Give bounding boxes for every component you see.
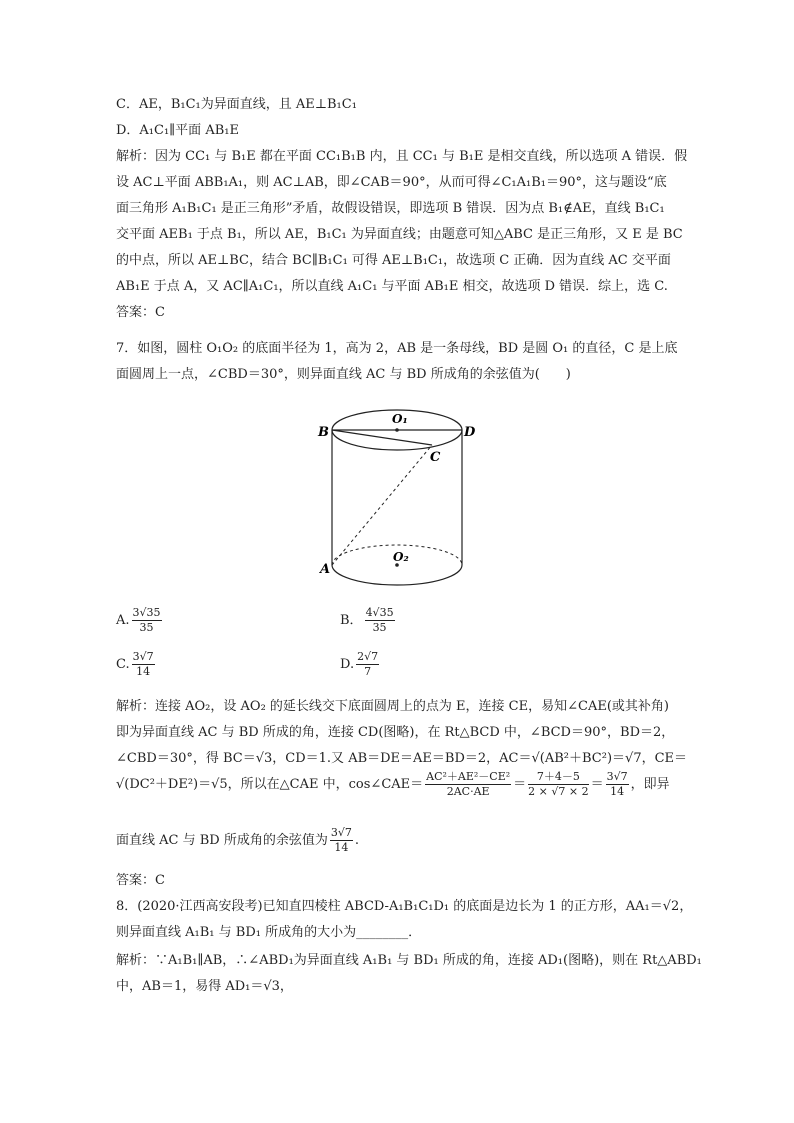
choice-d-fraction bbox=[356, 650, 379, 679]
formula-fraction-3-numerator: 3√7 bbox=[606, 770, 628, 783]
conclusion-fraction bbox=[330, 826, 353, 855]
line-2: D．A₁C₁∥平面 AB₁E bbox=[116, 123, 239, 138]
formula-fraction-3-denominator: 14 bbox=[610, 785, 625, 798]
choice-a-fraction bbox=[132, 606, 162, 635]
formula-fraction-2-denominator: 2 × √7 × 2 bbox=[528, 785, 589, 798]
choice-b-numerator: 4√35 bbox=[365, 606, 394, 619]
label-d: D bbox=[464, 425, 476, 440]
choice-a-denominator: 35 bbox=[139, 621, 154, 634]
choice-c-denominator: 14 bbox=[136, 665, 151, 678]
question-7-line-2: 面圆周上一点，∠CBD＝30°，则异面直线 AC 与 BD 所成角的余弦值为( ) bbox=[116, 367, 571, 382]
solution-7-conclusion bbox=[116, 826, 359, 855]
conclusion-period: . bbox=[354, 833, 359, 848]
segment-ac bbox=[332, 445, 432, 565]
choice-c-label: C. bbox=[116, 657, 130, 672]
formula-prefix: √(DC²＋DE²)＝√5，所以在△CAE 中，cos∠CAE＝ bbox=[116, 777, 424, 792]
line-5: 面三角形 A₁B₁C₁ 是正三角形”矛盾，故假设错误，即选项 B 错误．因为点 B₁∉AE，直线 B₁C₁ bbox=[116, 201, 665, 216]
formula-fraction-1-denominator: 2AC·AE bbox=[446, 785, 490, 798]
question-8-line-2: 则异面直线 A₁B₁ 与 BD₁ 所成角的大小为________． bbox=[116, 925, 422, 940]
choice-c-fraction bbox=[132, 650, 155, 679]
question-8-line-1: 8．(2020·江西高安段考)已知直四棱柱 ABCD-A₁B₁C₁D₁ 的底面是边长为 1 的正方形，AA₁＝√2， bbox=[116, 899, 693, 914]
choice-a-numerator: 3√35 bbox=[132, 606, 161, 619]
choice-b-label: B． bbox=[340, 613, 363, 628]
line-1: C．AE，B₁C₁为异面直线，且 AE⊥B₁C₁ bbox=[116, 97, 357, 112]
line-8: AB₁E 于点 A，又 AC∥A₁C₁，所以直线 A₁C₁ 与平面 AB₁E 相交，故选项 D 错误．综上，选 C. bbox=[116, 279, 668, 294]
solution-8-line-1: 解析：∵A₁B₁∥AB，∴∠ABD₁为异面直线 A₁B₁ 与 BD₁ 所成的角，连接 AD₁(图略)，则在 Rt△ABD₁ bbox=[116, 953, 702, 968]
solution-8-line-2: 中，AB＝1，易得 AD₁＝√3， bbox=[116, 979, 293, 994]
formula-equals-1: ＝ bbox=[513, 777, 527, 792]
formula-fraction-2 bbox=[528, 770, 588, 799]
solution-7-line-2: 即为异面直线 AC 与 BD 所成的角，连接 CD(图略)，在 Rt△BCD 中，∠BCD＝90°，BD＝2， bbox=[116, 725, 675, 740]
line-4: 设 AC⊥平面 ABB₁A₁，则 AC⊥AB，即∠CAB＝90°，从而可得∠C₁A₁B₁＝90°，这与题设“底 bbox=[116, 175, 667, 190]
choice-b-fraction bbox=[365, 606, 395, 635]
solution-7-formula-line bbox=[116, 770, 670, 799]
point-o1 bbox=[395, 428, 399, 432]
solution-7-line-3: ∠CBD＝30°，得 BC＝√3，CD＝1.又 AB＝DE＝AE＝BD＝2，AC＝√(AB²＋BC²)＝√7，CE＝ bbox=[116, 751, 688, 766]
conclusion-text: 面直线 AC 与 BD 所成角的余弦值为 bbox=[116, 833, 328, 848]
conclusion-denominator: 14 bbox=[334, 841, 349, 854]
solution-7-line-1: 解析：连接 AO₂，设 AO₂ 的延长线交下底面圆周上的点为 E，连接 CE，易知∠CAE(或其补角) bbox=[116, 699, 669, 714]
choice-a-label: A. bbox=[116, 613, 130, 628]
choice-b-denominator: 35 bbox=[372, 621, 387, 634]
choice-b bbox=[340, 606, 397, 635]
choice-c bbox=[116, 650, 157, 679]
label-o1: O₁ bbox=[392, 412, 408, 426]
choice-d-denominator: 7 bbox=[364, 665, 372, 678]
choice-d bbox=[340, 650, 381, 679]
choice-a bbox=[116, 606, 164, 635]
formula-suffix: ，即异 bbox=[630, 777, 670, 792]
cylinder-figure bbox=[300, 395, 500, 610]
label-o2: O₂ bbox=[393, 550, 409, 564]
line-3: 解析：因为 CC₁ 与 B₁E 都在平面 CC₁B₁B 内，且 CC₁ 与 B₁E 是相交直线，所以选项 A 错误．假 bbox=[116, 149, 688, 164]
choice-d-numerator: 2√7 bbox=[357, 650, 379, 663]
label-c: C bbox=[430, 450, 441, 465]
formula-fraction-1-numerator: AC²＋AE²－CE² bbox=[426, 770, 511, 783]
answer-6: 答案：C bbox=[116, 305, 165, 320]
formula-equals-2: ＝ bbox=[590, 777, 604, 792]
question-7-line-1: 7．如图，圆柱 O₁O₂ 的底面半径为 1，高为 2，AB 是一条母线，BD 是圆 O₁ 的直径，C 是上底 bbox=[116, 341, 678, 356]
label-a: A bbox=[320, 562, 331, 577]
conclusion-numerator: 3√7 bbox=[330, 826, 352, 839]
line-7: 的中点，所以 AE⊥BC，结合 BC∥B₁C₁ 可得 AE⊥B₁C₁，故选项 C 正确．因为直线 AC 交平面 bbox=[116, 253, 671, 268]
formula-fraction-2-numerator: 7＋4－5 bbox=[528, 770, 588, 785]
label-b: B bbox=[318, 425, 329, 440]
formula-fraction-3 bbox=[606, 770, 629, 799]
formula-fraction-1 bbox=[425, 770, 511, 799]
line-6: 交平面 AEB₁ 于点 B₁，所以 AE，B₁C₁ 为异面直线；由题意可知△ABC 是正三角形，又 E 是 BC bbox=[116, 227, 683, 242]
choice-d-label: D. bbox=[340, 657, 355, 672]
choice-c-numerator: 3√7 bbox=[132, 650, 154, 663]
bottom-ellipse-front bbox=[332, 565, 462, 585]
answer-7: 答案：C bbox=[116, 873, 165, 888]
